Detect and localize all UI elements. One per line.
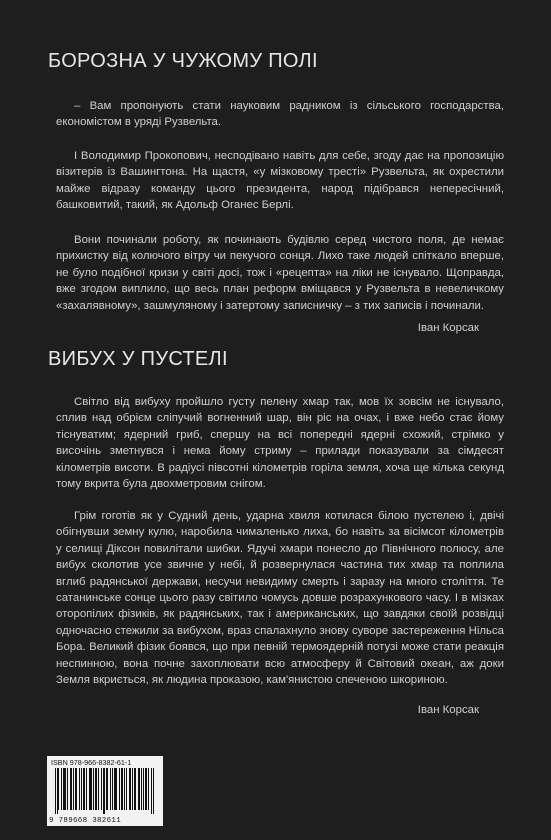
paragraph: Грім гоготів як у Судний день, ударна хвиля котилася білою пустелею і, двічі обігнувши земну кулю, наробила чималенько лиха, бо навіть за вісімсот кілометрів у селищі Діксон повилітали шибки. Ядучі хмари понесло до Північного полюсу, але вибух сколотив усе звичне у небі, й розвернулася частина тих хмар та поплила вглиб радянської держави, несучи невидиму смерть і заразу на много століття. Те сатанинське сонце цього разу світило чомусь довше розрахункового часу. І в мізках оторопілих фізиків, як радянських, так і американських, що завдяки своїй розвідці одночасно стежили за вибухом, враз спалахнуло знову суворе застереження Нільса Бора. Великий фізик боявся, що при певній термоядерній потузі може стати реакція неспинною, вона почне захоплювати всю атмосферу й Світовий океан, аж доки Земля вкриється, як людина проказою, кам'янистою спеченою шкориною. [56, 510, 504, 687]
isbn-barcode [47, 756, 163, 826]
barcode-bars [55, 768, 155, 814]
barcode-digits: 9 789668 382611 [49, 817, 122, 825]
paragraph: – Вам пропонують стати науковим радником із сільського господарства, економістом в уряді Рузвельта. [56, 100, 504, 129]
author-signature: Іван Корсак [417, 322, 479, 334]
isbn-number: ISBN 978-966-8382-61-1 [51, 758, 132, 767]
section-title-furrow: БОРОЗНА У ЧУЖОМУ ПОЛІ [48, 50, 318, 72]
paragraph: Вони починали роботу, як починають будівлю серед чистого поля, де немає прихистку від колючого вітру чи пекучого сонця. Лихо таке людей спіткало вперше, не було подібної кризи у світі досі, тож і «рецепта» на ліки не існувало. Щоправда, вже згодом виплило, що весь план реформ вміщався у Рузвельта в невеличкому «захалявному», зашмуляному і затертому записничку – з тих записів і починали. [56, 234, 504, 312]
section-title-explosion: ВИБУХ У ПУСТЕЛІ [48, 348, 228, 370]
paragraph: І Володимир Прокопович, несподівано навіть для себе, згоду дає на пропозицію візитерів із Вашингтона. На щастя, «у мізковому тресті» Рузвельта, як охрестили майже відразу команду цього президента, народ підібрався непересічний, башковитий, такий, як Адольф Оганес Берлі. [56, 150, 504, 212]
paragraph: Світло від вибуху пройшло густу пелену хмар так, мов їх зовсім не існувало, сплив над обрієм сліпучий вогненний шар, він ріс на очах, і вже небо стає йому тіснуватим; ядерний гриб, спершу на всі попередні ядерні схожий, стрімко у височінь зметнувся і нема йому стриму – прилади показували за сімдесят кілометрів висоти. В радіусі півсотні кілометрів горіла земля, хоча ще кілька секунд тому вкрита була двохметровим снігом. [56, 396, 504, 491]
author-signature: Іван Корсак [417, 704, 479, 716]
